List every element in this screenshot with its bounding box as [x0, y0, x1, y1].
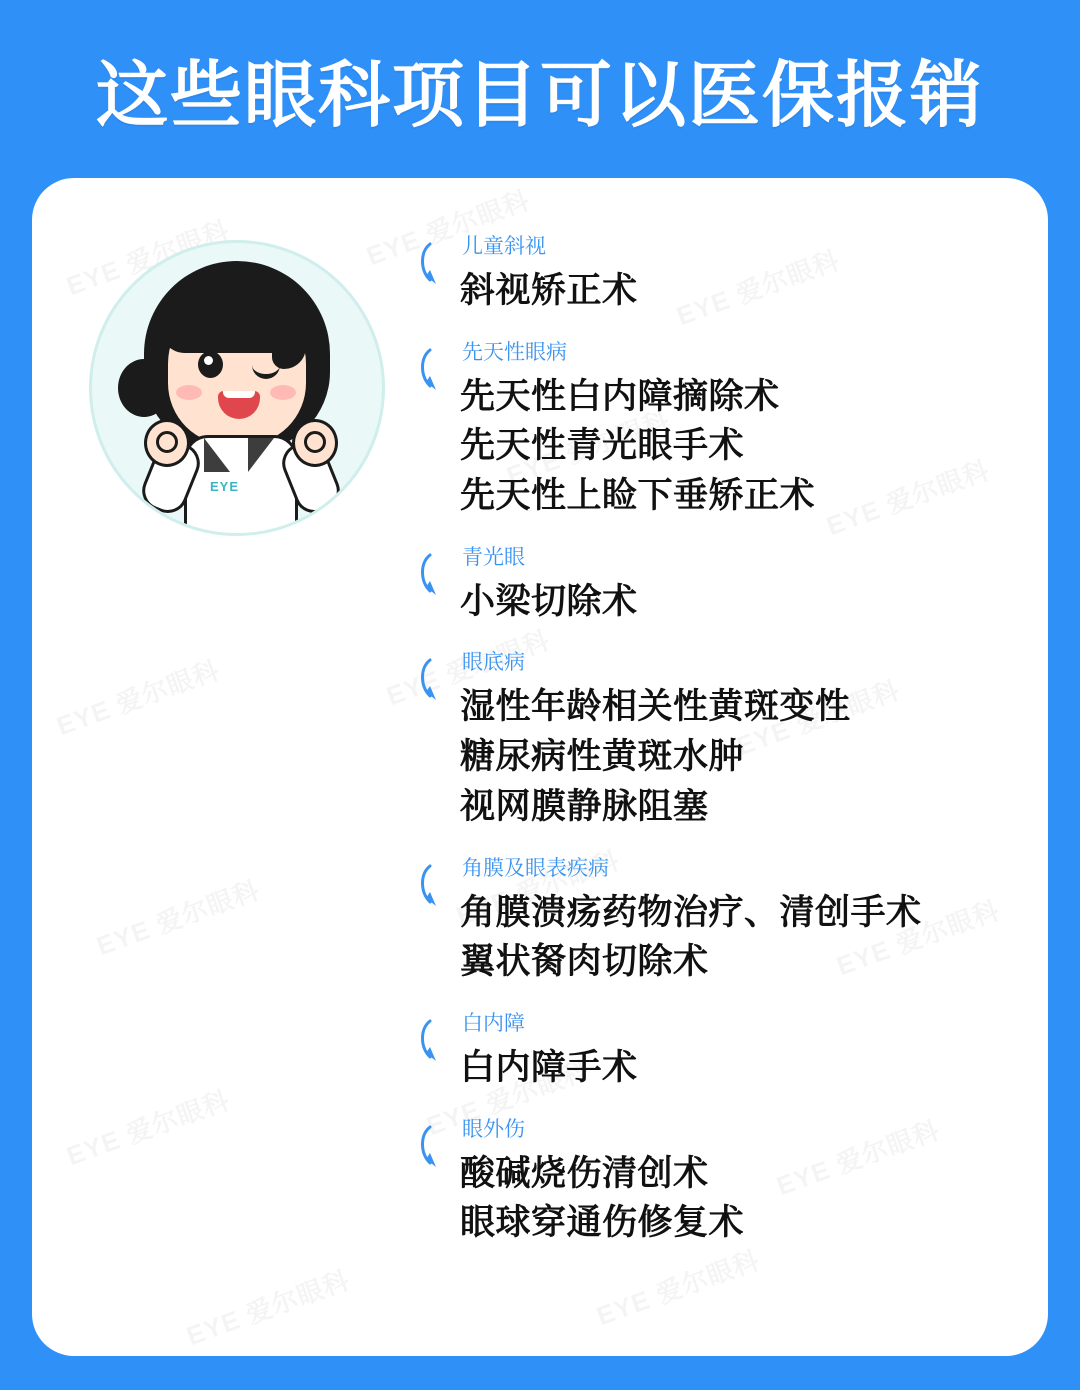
curved-arrow-icon [416, 1123, 460, 1179]
mascot-area [72, 230, 402, 1248]
group-label: 角膜及眼表疾病 [462, 856, 609, 880]
list-item [460, 372, 1008, 422]
curved-arrow-icon [416, 346, 460, 402]
curved-arrow-icon [416, 551, 460, 607]
list-item: 翼状胬肉切除术 [460, 942, 709, 982]
list-item: 糖尿病性黄斑水肿 [460, 737, 745, 777]
group-items [460, 266, 1008, 316]
card-content [32, 178, 1048, 1248]
group-label: 儿童斜视 [462, 235, 546, 258]
curved-arrow-icon [416, 240, 460, 296]
list-item: 角膜溃疡药物治疗、清创手术 [460, 892, 922, 932]
list-group [412, 1119, 1008, 1248]
list-item: 先天性上睑下垂矫正术 [460, 476, 816, 516]
list-group [412, 1013, 1008, 1093]
list-item: 小梁切除术 [460, 581, 638, 621]
group-items [460, 1149, 1008, 1248]
curved-arrow-icon [416, 656, 460, 712]
list-item: 眼球穿通伤修复术 [460, 1203, 745, 1243]
mascot-badge-text: EYE [210, 479, 240, 494]
list-group [412, 547, 1008, 627]
list-item: 先天性青光眼手术 [460, 426, 745, 466]
list-group [412, 236, 1008, 316]
group-label: 眼外伤 [462, 1117, 525, 1141]
list-group [412, 858, 1008, 987]
list-item: 视网膜静脉阻塞 [460, 786, 709, 826]
watermark [591, 1240, 765, 1333]
group-items [460, 888, 1008, 987]
list-group [412, 342, 1008, 521]
list-item [460, 266, 1008, 316]
group-items [460, 682, 1008, 831]
group-items [460, 372, 1008, 521]
group-label: 白内障 [462, 1011, 525, 1035]
group-items [460, 577, 1008, 627]
doctor-mascot-icon [89, 240, 385, 536]
watermark [181, 1260, 355, 1353]
page-title: 这些眼科项目可以医保报销 [95, 56, 984, 136]
benefit-list [402, 230, 1008, 1248]
group-label: 先天性眼病 [462, 340, 567, 364]
list-item-text: 斜视矫正术 [460, 271, 638, 310]
list-item: 酸碱烧伤清创术 [460, 1153, 709, 1193]
curved-arrow-icon [416, 1017, 460, 1073]
content-card [32, 178, 1048, 1356]
list-item: 湿性年龄相关性黄斑变性 [460, 687, 851, 727]
curved-arrow-icon [416, 862, 460, 918]
group-items [460, 1043, 1008, 1093]
group-label: 眼底病 [462, 651, 525, 675]
group-label: 青光眼 [462, 545, 525, 569]
list-item: 白内障手术 [460, 1047, 638, 1087]
list-item-text: 先天性白内障摘除术 [460, 376, 780, 416]
list-group [412, 652, 1008, 831]
title-bar [0, 0, 1080, 178]
